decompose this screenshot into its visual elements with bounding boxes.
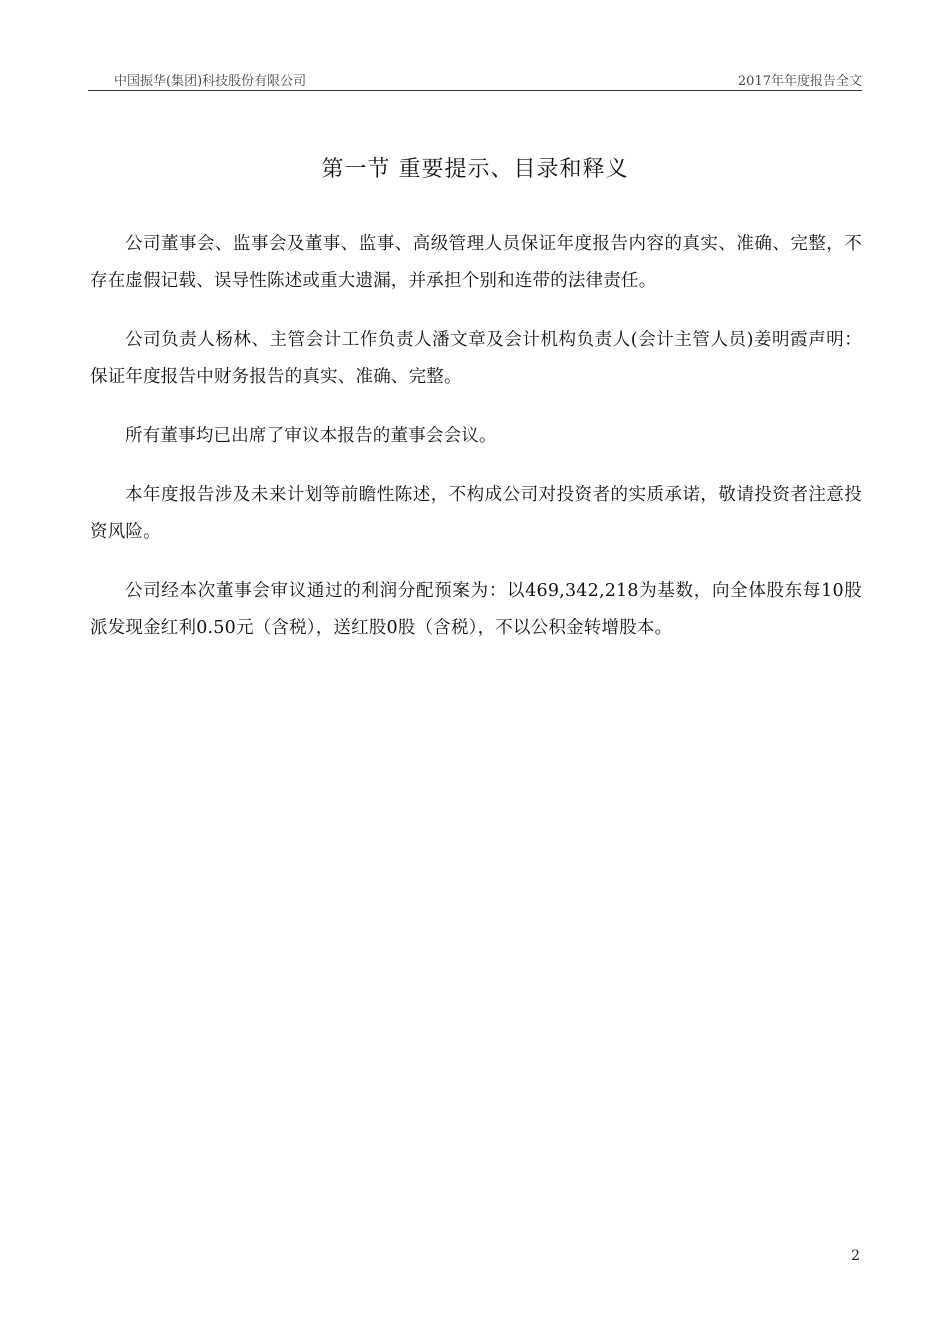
header-company-name: 中国振华(集团)科技股份有限公司 [114, 74, 307, 89]
paragraph-board-attendance: 所有董事均已出席了审议本报告的董事会会议。 [125, 426, 497, 446]
header-report-title: 2017年年度报告全文 [737, 74, 862, 89]
paragraph-profit-distribution: 公司经本次董事会审议通过的利润分配预案为：以469,342,218为基数，向全体股东每10股派发现金红利0.50元（含税），送红股0股（含税），不以公积金转增股本。 [90, 581, 862, 638]
paragraph-financial-statement: 公司负责人杨林、主管会计工作负责人潘文章及会计机构负责人(会计主管人员)姜明霞声明：保证年度报告中财务报告的真实、准确、完整。 [90, 330, 862, 387]
page-header [88, 66, 862, 91]
paragraph-forward-looking: 本年度报告涉及未来计划等前瞻性陈述，不构成公司对投资者的实质承诺，敬请投资者注意投资风险。 [90, 485, 862, 542]
paragraph-responsibility: 公司董事会、监事会及董事、监事、高级管理人员保证年度报告内容的真实、准确、完整，不存在虚假记载、误导性陈述或重大遗漏，并承担个别和连带的法律责任。 [90, 234, 862, 291]
page-number: 2 [851, 1248, 860, 1264]
section-title: 第一节 重要提示、目录和释义 [321, 157, 629, 182]
important-notice-body [90, 226, 862, 669]
